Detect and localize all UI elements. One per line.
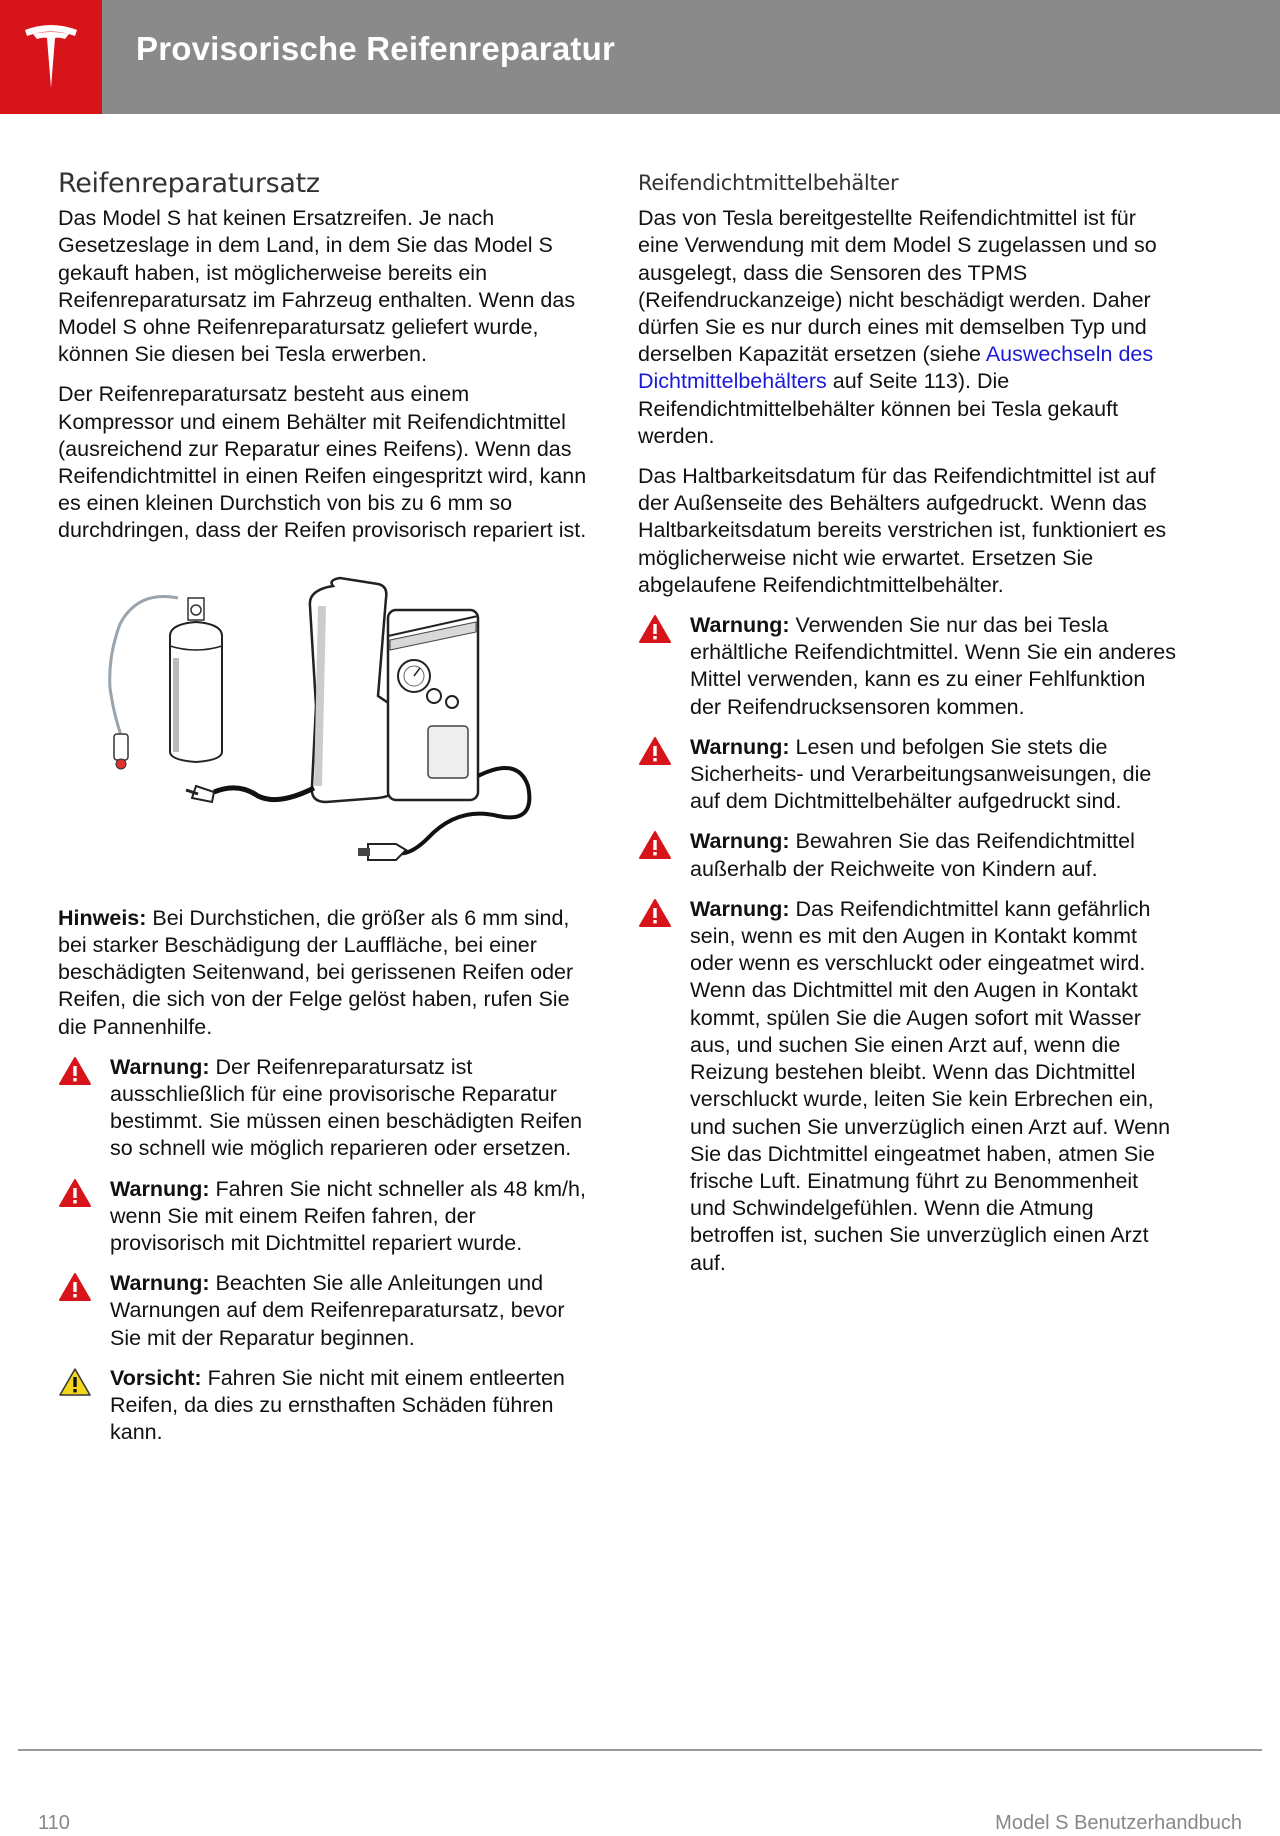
warning-triangle-icon [58, 1176, 110, 1215]
warning-note [58, 1054, 588, 1163]
note-label: Warnung: [110, 1271, 210, 1296]
paragraph: Das Model S hat keinen Ersatzreifen. Je nach Gesetzeslage in dem Land, in dem Sie das Model S gekauft haben, ist möglicherweise bereits ein Reifenreparatursatz im Fahrzeug enthalten. Wenn das Model S ohne Reifenreparatursatz geliefert wurde, können Sie diesen bei Tesla erwerben. [58, 206, 576, 367]
tesla-logo-icon [0, 0, 102, 114]
red-cap [116, 759, 126, 769]
note-label: Warnung: [690, 613, 790, 638]
note-text: Fahren Sie nicht schneller als 48 km/h, wenn Sie mit einem Reifen fahren, der provisorisch mit Dichtmittel repariert wurde. [110, 1176, 586, 1256]
footer-divider [18, 1749, 1262, 1751]
warning-note [638, 734, 1178, 816]
control-knob [446, 696, 458, 708]
caution-note [58, 1365, 588, 1447]
hose-fitting [114, 734, 128, 760]
warning-triangle-icon [58, 1270, 110, 1309]
warning-note [638, 896, 1178, 1277]
paragraph-text: auf Seite 113). Die Reifendichtmittelbehälter können bei Tesla gekauft werden. [638, 369, 1119, 448]
warning-triangle-icon [638, 734, 690, 773]
left-column [58, 170, 588, 1460]
warning-note [638, 612, 1178, 721]
power-plug [368, 844, 406, 860]
sealant-hose [110, 596, 178, 738]
warning-triangle-icon [58, 1054, 110, 1093]
note-text: Verwenden Sie nur das bei Tesla erhältliche Reifendichtmittel. Wenn Sie ein anderes Mittel verwenden, kann es zu einer Fehlfunktion der Reifendrucksensoren kommen. [690, 613, 1177, 719]
note-label: Vorsicht: [110, 1365, 202, 1390]
hint-text: Bei Durchstichen, die größer als 6 mm sind, bei starker Beschädigung der Lauffläche, bei einer beschädigten Seitenwand, bei gerissenen Reifen oder Reifen, die sich von der Felge gelöst haben, rufen Sie die Pannenhilfe. [58, 905, 574, 1039]
warning-triangle-icon [638, 612, 690, 651]
warning-note [638, 828, 1178, 882]
paragraph-text: Das von Tesla bereitgestellte Reifendichtmittel ist für eine Verwendung mit dem Model S zugelassen und so ausgelegt, dass die Sensoren des TPMS (Reifendruckanzeige) nicht beschädigt werden. Daher dürfen Sie es nur durch eines mit demselben Typ und derselben Kapazität ersetzen (siehe [638, 206, 1157, 367]
tire-repair-kit-illustration [78, 576, 558, 876]
note-label: Warnung: [110, 1176, 210, 1201]
note-text: Bewahren Sie das Reifendichtmittel außerhalb der Reichweite von Kindern auf. [690, 829, 1135, 881]
hint-note [58, 905, 588, 1041]
control-knob [427, 689, 441, 703]
section-heading: Reifenreparatursatz [58, 168, 320, 199]
paragraph: Der Reifenreparatursatz besteht aus einem Kompressor und einem Behälter mit Reifendichtmittel (ausreichend zur Reparatur eines Reifens). Wenn das Reifendichtmittel in einen Reifen eingespritzt wird, kann es einen kleinen Durchstich von bis zu 6 mm so durchdringen, dass der Reifen provisorisch repariert ist. [58, 382, 587, 543]
caution-triangle-icon [58, 1365, 110, 1404]
note-label: Warnung: [690, 829, 790, 854]
page-header [0, 0, 1280, 114]
note-text: Lesen und befolgen Sie stets die Sicherheits- und Verarbeitungsanweisungen, die auf dem Dichtmittelbehälter aufgedruckt sind. [690, 734, 1152, 814]
page-title: Provisorische Reifenreparatur [136, 30, 615, 67]
paragraph: Das Haltbarkeitsdatum für das Reifendichtmittel ist auf der Außenseite des Behälters aufgedruckt. Wenn das Haltbarkeitsdatum bereits verstrichen ist, funktioniert es möglicherweise nicht wie erwartet. Ersetzen Sie abgelaufene Reifendichtmittelbehälter. [638, 464, 1167, 597]
right-column [638, 170, 1178, 1290]
note-text: Fahren Sie nicht mit einem entleerten Reifen, da dies zu ernsthaften Schäden führen kann. [110, 1365, 565, 1445]
warning-note [58, 1176, 588, 1258]
page-number: 110 [38, 1812, 70, 1834]
note-label: Warnung: [690, 734, 790, 759]
warning-note [58, 1270, 588, 1352]
note-text: Das Reifendichtmittel kann gefährlich sein, wenn es mit den Augen in Kontakt kommt oder wenn es verschluckt oder eingeatmet wird. Wenn das Dichtmittel mit den Augen in Kontakt kommt, spülen Sie die Augen sofort mit Wasser aus, und suchen Sie einen Arzt auf, wenn die Reizung bestehen bleibt. Wenn das Dichtmittel verschluckt wurde, leiten Sie kein Erbrechen ein, und suchen Sie unverzüglich einen Arzt auf. Wenn Sie das Dichtmittel eingeatmet haben, atmen Sie frische Luft. Einatmung führt zu Benommenheit und Schwindelgefühlen. Wenn die Atmung betroffen ist, suchen Sie unverzüglich einen Arzt auf. [690, 896, 1171, 1275]
air-hose [214, 787, 314, 799]
note-text: Der Reifenreparatursatz ist ausschließlich für eine provisorische Reparatur bestimmt. Sie müssen einen beschädigten Reifen so schnell wie möglich reparieren oder ersetzen. [110, 1054, 583, 1161]
note-label: Warnung: [110, 1054, 210, 1079]
cross-reference-link[interactable]: Auswechseln des Dichtmittelbehälters [638, 342, 1154, 394]
hint-label: Hinweis: [58, 905, 147, 930]
note-label: Warnung: [690, 896, 790, 921]
note-text: Beachten Sie alle Anleitungen und Warnungen auf dem Reifenreparatursatz, bevor Sie mit der Reparatur beginnen. [110, 1271, 565, 1350]
subsection-heading: Reifendichtmittelbehälter [638, 171, 899, 195]
warning-triangle-icon [638, 896, 690, 935]
paragraph [638, 205, 1178, 450]
warning-triangle-icon [638, 828, 690, 867]
footer-book-title: Model S Benutzerhandbuch [995, 1812, 1242, 1834]
